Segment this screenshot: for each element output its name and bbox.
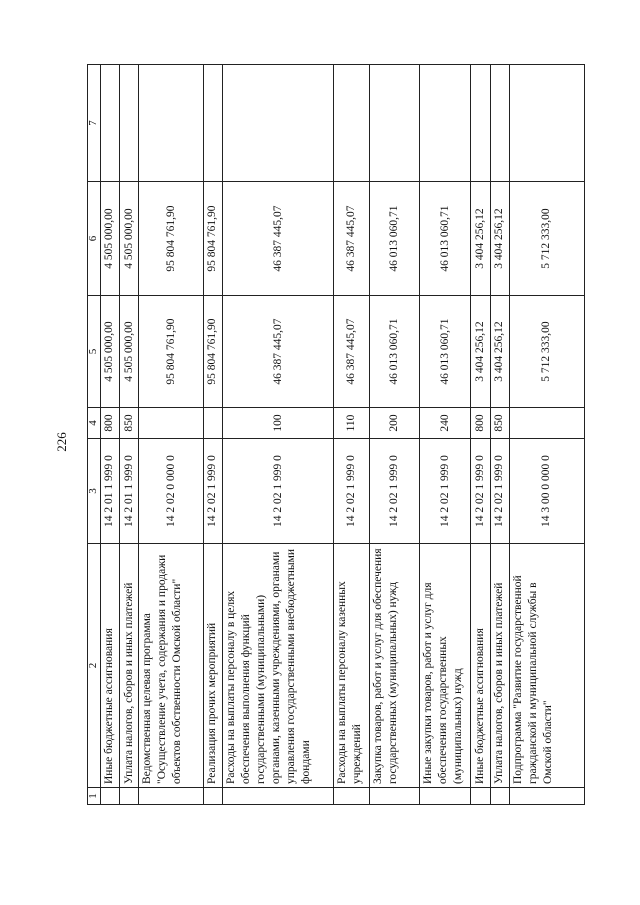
table-cell-col-5: 46 387 445,07 <box>222 296 333 408</box>
table-cell-col-2: Иные закупки товаров, работ и услуг для обеспечения государственных (муниципальных) нужд <box>419 544 470 788</box>
table-cell-col-1 <box>509 788 584 805</box>
table-cell-col-6: 3 404 256,12 <box>490 182 509 296</box>
table-cell-col-1 <box>334 788 369 805</box>
table-cell-col-7 <box>509 65 584 182</box>
table-cell-col-1 <box>471 788 490 805</box>
table-cell-col-5: 5 712 333,00 <box>509 296 584 408</box>
table-row <box>334 65 369 805</box>
header-cell-3: 3 <box>88 439 101 544</box>
table-row <box>203 65 222 805</box>
table-cell-col-7 <box>490 65 509 182</box>
table-cell-col-4 <box>509 408 584 439</box>
table-row <box>100 65 119 805</box>
table-cell-col-1 <box>139 788 203 805</box>
table-cell-col-4: 800 <box>471 408 490 439</box>
table-cell-col-4 <box>139 408 203 439</box>
table-cell-col-5: 4 505 000,00 <box>120 296 139 408</box>
header-cell-2: 2 <box>88 544 101 788</box>
table-cell-col-7 <box>120 65 139 182</box>
header-cell-7: 7 <box>88 65 101 182</box>
table-cell-col-5: 4 505 000,00 <box>100 296 119 408</box>
table-cell-col-7 <box>203 65 222 182</box>
table-cell-col-5: 3 404 256,12 <box>490 296 509 408</box>
table-cell-col-3: 14 2 02 1 999 0 <box>369 439 419 544</box>
table-cell-col-2: Иные бюджетные ассигнования <box>471 544 490 788</box>
table-cell-col-1 <box>419 788 470 805</box>
table-cell-col-6: 5 712 333,00 <box>509 182 584 296</box>
table-cell-col-4: 800 <box>100 408 119 439</box>
table-cell-col-3: 14 2 02 0 000 0 <box>139 439 203 544</box>
table-cell-col-7 <box>369 65 419 182</box>
table-cell-col-7 <box>334 65 369 182</box>
table-cell-col-6: 95 804 761,90 <box>203 182 222 296</box>
budget-table <box>87 64 585 805</box>
table-cell-col-4: 200 <box>369 408 419 439</box>
table-cell-col-5: 95 804 761,90 <box>139 296 203 408</box>
table-cell-col-3: 14 2 02 1 999 0 <box>334 439 369 544</box>
table-cell-col-2: Расходы на выплаты персоналу в целях обеспечения выполнения функций государственными (муниципальными) органами, казенными учреждениями, органами управления государственными внебюджетными фондами <box>222 544 333 788</box>
table-cell-col-3: 14 2 02 1 999 0 <box>419 439 470 544</box>
header-row <box>88 65 101 805</box>
table-cell-col-2: Иные бюджетные ассигнования <box>100 544 119 788</box>
header-cell-6: 6 <box>88 182 101 296</box>
table-cell-col-4: 850 <box>490 408 509 439</box>
table-cell-col-1 <box>203 788 222 805</box>
table-cell-col-3: 14 2 02 1 999 0 <box>471 439 490 544</box>
table-cell-col-3: 14 2 02 1 999 0 <box>203 439 222 544</box>
table-cell-col-5: 3 404 256,12 <box>471 296 490 408</box>
table-row <box>490 65 509 805</box>
table-cell-col-2: Подпрограмма "Развитие государственной гражданской и муниципальной службы в Омской области" <box>509 544 584 788</box>
table-cell-col-5: 46 387 445,07 <box>334 296 369 408</box>
table-cell-col-4: 850 <box>120 408 139 439</box>
table-cell-col-2: Уплата налогов, сборов и иных платежей <box>490 544 509 788</box>
table-cell-col-7 <box>139 65 203 182</box>
table-row <box>419 65 470 805</box>
table-cell-col-2: Расходы на выплаты персоналу казенных учреждений <box>334 544 369 788</box>
table-cell-col-6: 46 013 060,71 <box>369 182 419 296</box>
table-cell-col-5: 46 013 060,71 <box>369 296 419 408</box>
rotated-table-container <box>87 65 585 805</box>
table-row <box>222 65 333 805</box>
table-cell-col-2: Уплата налогов, сборов и иных платежей <box>120 544 139 788</box>
table-cell-col-7 <box>222 65 333 182</box>
table-row <box>120 65 139 805</box>
table-row <box>369 65 419 805</box>
table-cell-col-2: Реализация прочих мероприятий <box>203 544 222 788</box>
header-cell-1: 1 <box>88 788 101 805</box>
table-cell-col-6: 4 505 000,00 <box>120 182 139 296</box>
table-cell-col-4: 100 <box>222 408 333 439</box>
table-row <box>509 65 584 805</box>
table-cell-col-3: 14 2 01 1 999 0 <box>100 439 119 544</box>
table-cell-col-3: 14 2 02 1 999 0 <box>490 439 509 544</box>
table-cell-col-6: 46 387 445,07 <box>222 182 333 296</box>
table-cell-col-4: 240 <box>419 408 470 439</box>
table-cell-col-5: 46 013 060,71 <box>419 296 470 408</box>
table-cell-col-3: 14 2 01 1 999 0 <box>120 439 139 544</box>
rotated-table-inner <box>87 65 585 805</box>
table-cell-col-1 <box>490 788 509 805</box>
table-cell-col-1 <box>120 788 139 805</box>
table-cell-col-4: 110 <box>334 408 369 439</box>
header-cell-5: 5 <box>88 296 101 408</box>
page-number: 226 <box>54 432 69 452</box>
table-cell-col-1 <box>100 788 119 805</box>
header-cell-4: 4 <box>88 408 101 439</box>
table-cell-col-2: Закупка товаров, работ и услуг для обеспечения государственных (муниципальных) нужд <box>369 544 419 788</box>
table-cell-col-2: Ведомственная целевая программа "Осуществление учета, содержания и продажи объектов собственности Омской области" <box>139 544 203 788</box>
table-cell-col-4 <box>203 408 222 439</box>
table-cell-col-7 <box>100 65 119 182</box>
table-cell-col-7 <box>419 65 470 182</box>
table-cell-col-7 <box>471 65 490 182</box>
table-cell-col-6: 95 804 761,90 <box>139 182 203 296</box>
table-cell-col-3: 14 3 00 0 000 0 <box>509 439 584 544</box>
table-cell-col-6: 46 387 445,07 <box>334 182 369 296</box>
table-cell-col-6: 3 404 256,12 <box>471 182 490 296</box>
table-cell-col-6: 46 013 060,71 <box>419 182 470 296</box>
table-cell-col-1 <box>369 788 419 805</box>
table-cell-col-3: 14 2 02 1 999 0 <box>222 439 333 544</box>
table-row <box>471 65 490 805</box>
table-cell-col-1 <box>222 788 333 805</box>
table-row <box>139 65 203 805</box>
table-cell-col-5: 95 804 761,90 <box>203 296 222 408</box>
table-cell-col-6: 4 505 000,00 <box>100 182 119 296</box>
